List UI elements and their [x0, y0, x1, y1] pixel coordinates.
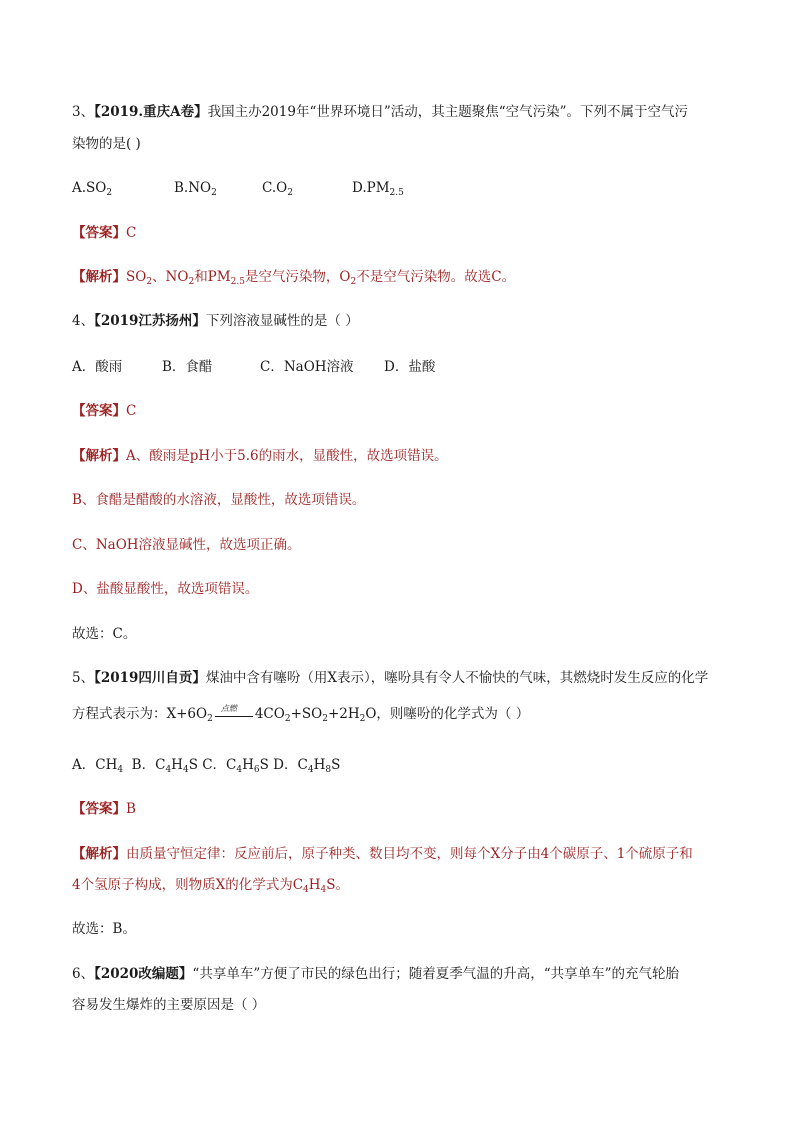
q5-analysis-line2: 4个氢原子构成，则物质X的化学式为$C_4H_4S$。 — [72, 877, 350, 895]
q5-stem — [72, 669, 708, 687]
q5-option-a: A．$CH_4$ — [72, 757, 124, 775]
q5-analysis-tag: 【解析】 — [72, 846, 126, 862]
q4-option-c: C．NaOH溶液 — [260, 359, 354, 375]
q6-stem — [72, 965, 679, 983]
reaction-condition-arrow — [213, 703, 255, 720]
q5-answer-tag: 【答案】 — [72, 801, 126, 817]
q5-equation: 方程式表示为：$X+6O_2$ 点燃 $4CO_2+SO_2+2H_2O$，则噻吩的化学式为（ ） — [72, 705, 529, 723]
q5-options — [72, 756, 340, 774]
q3-stem-line2: 染物的是( ) — [72, 136, 141, 152]
q3-answer-tag: 【答案】 — [72, 225, 126, 241]
q4-analysis-line1: 【解析】A、酸雨是pH小于5.6的雨水，显酸性，故选项错误。 — [72, 448, 448, 464]
q4-option-b: B．食醋 — [162, 359, 213, 375]
q5-option-c: C．$C_4H_6S$ — [197, 757, 269, 775]
q4-answer — [72, 402, 136, 420]
reaction-condition-label: 点燃 — [220, 703, 237, 713]
q3-option-d: $D.PM_{2.5}$ — [352, 180, 404, 198]
q5-analysis-line1: 【解析】由质量守恒定律：反应前后，原子种类、数目均不变，则每个X分子由4个碳原子、1个硫原子和 — [72, 846, 693, 862]
q4-analysis-line4: D、盐酸显酸性，故选项错误。 — [72, 581, 259, 597]
q4-options — [72, 358, 435, 376]
q5-number: 5、 — [72, 670, 95, 686]
q3-options — [72, 179, 404, 197]
q3-answer-value: C — [126, 225, 137, 241]
q4-option-a: A．酸雨 — [72, 359, 123, 375]
q4-stem — [72, 312, 359, 330]
q4-source: 【2019江苏扬州】 — [94, 313, 206, 329]
q5-stem-line1: 煤油中含有噻吩（用X表示），噻吩具有令人不愉快的气味，其燃烧时发生反应的化学 — [205, 670, 709, 686]
q4-analysis-line2: B、食醋是醋酸的水溶液，显酸性，故选项错误。 — [72, 492, 366, 508]
q3-stem-line1: 我国主办2019年“世界环境日”活动，其主题聚焦“空气污染”。下列不属于空气污 — [207, 104, 689, 120]
q5-source: 【2019四川自贡】 — [94, 670, 206, 686]
q5-option-d: D．$C_4H_8S$ — [268, 757, 341, 775]
q3-analysis: 【解析】$SO_2$、$NO_2$和$PM_{2.5}$是空气污染物，$O_2$不是空气污染物。故选C。 — [72, 269, 516, 287]
q3-number: 3、 — [72, 104, 95, 120]
q5-option-b: B．$C_4H_4S$ — [123, 757, 198, 775]
q4-number: 4、 — [72, 313, 95, 329]
q3-analysis-tag: 【解析】 — [72, 269, 126, 285]
q5-conclusion: 故选：B。 — [72, 921, 136, 937]
q3-option-a: $A.SO_2$ — [72, 180, 113, 198]
q4-option-d: D．盐酸 — [384, 359, 436, 375]
q3-source: 【2019.重庆A卷】 — [94, 104, 208, 120]
q3-option-b: $B.NO_2$ — [174, 180, 217, 198]
q4-analysis-tag: 【解析】 — [72, 448, 126, 464]
q6-stem-line1: “共享单车”方便了市民的绿色出行；随着夏季气温的升高，“共享单车”的充气轮胎 — [192, 966, 680, 982]
q4-analysis-line3: C、NaOH溶液显碱性，故选项正确。 — [72, 537, 301, 553]
q5-answer — [72, 800, 136, 818]
q4-conclusion: 故选：C。 — [72, 626, 137, 642]
q5-answer-value: B — [126, 801, 136, 817]
q6-source: 【2020改编题】 — [94, 966, 193, 982]
q3-option-c: $C.O_2$ — [262, 180, 293, 198]
q4-stem-text: 下列溶液显碱性的是（ ） — [205, 313, 359, 329]
q4-answer-value: C — [126, 403, 137, 419]
q6-stem-line2: 容易发生爆炸的主要原因是（ ） — [72, 997, 266, 1013]
q6-number: 6、 — [72, 966, 95, 982]
q3-stem — [72, 103, 688, 121]
q3-answer — [72, 224, 136, 242]
q4-answer-tag: 【答案】 — [72, 403, 126, 419]
